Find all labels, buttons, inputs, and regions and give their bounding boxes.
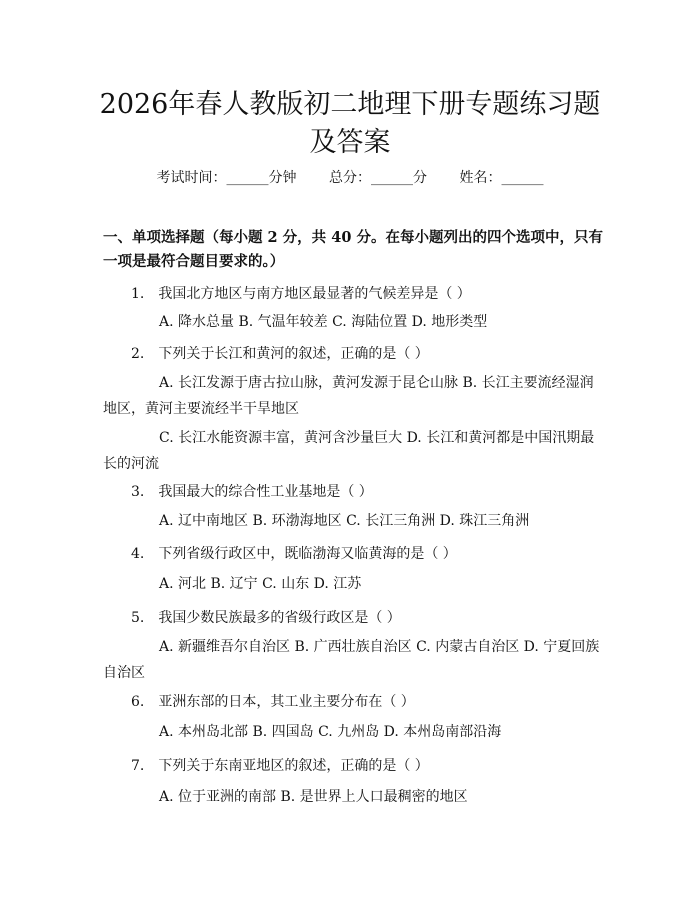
question-number: 3. — [131, 484, 145, 500]
question-stem: 我国少数民族最多的省级行政区是（ ） — [158, 610, 401, 626]
question-2-options-cd: C. 长江水能资源丰富，黄河含沙量巨大 D. 长江和黄河都是中国汛期最长的河流 — [103, 430, 595, 472]
page-title: 2026年春人教版初二地理下册专题练习题及答案 — [99, 89, 601, 158]
question-1-stem — [103, 282, 603, 306]
question-3-options: A. 辽中南地区 B. 环渤海地区 C. 长江三角洲 D. 珠江三角洲 — [159, 513, 530, 529]
question-3-stem — [103, 480, 603, 504]
question-number: 5. — [131, 610, 145, 626]
question-stem: 下列关于长江和黄河的叙述，正确的是（ ） — [158, 346, 429, 362]
total-score-blank: ______分 — [371, 170, 427, 186]
question-4-stem — [103, 542, 603, 566]
question-stem: 亚洲东部的日本，其工业主要分布在（ ） — [158, 694, 415, 710]
question-7-options: A. 位于亚洲的南部 B. 是世界上人口最稠密的地区 — [159, 789, 468, 805]
question-1-options: A. 降水总量 B. 气温年较差 C. 海陆位置 D. 地形类型 — [159, 314, 488, 330]
question-5-stem — [103, 606, 603, 630]
exam-time-field — [157, 170, 297, 186]
question-number: 2. — [131, 346, 145, 362]
question-2-options-ab: A. 长江发源于唐古拉山脉，黄河发源于昆仑山脉 B. 长江主要流经湿润地区，黄河主要流经半干旱地区 — [103, 375, 594, 417]
question-number: 7. — [131, 758, 145, 774]
question-number: 4. — [131, 546, 145, 562]
question-4-options: A. 河北 B. 辽宁 C. 山东 D. 江苏 — [159, 576, 362, 592]
exam-time-label: 考试时间： — [156, 170, 227, 186]
student-name-blank: ______ — [501, 170, 544, 186]
question-stem: 我国北方地区与南方地区最显著的气候差异是（ ） — [158, 286, 471, 302]
question-stem: 我国最大的综合性工业基地是（ ） — [158, 484, 373, 500]
exam-time-blank: ______分钟 — [226, 170, 297, 186]
question-number: 1. — [131, 286, 145, 302]
question-stem-line — [103, 286, 471, 302]
question-5-options: A. 新疆维吾尔自治区 B. 广西壮族自治区 C. 内蒙古自治区 D. 宁夏回族自治区 — [103, 639, 600, 681]
question-7-stem — [103, 754, 603, 778]
section-heading: 一、单项选择题（每小题 2 分，共 40 分。在每小题列出的四个选项中，只有一项是最符合题目要求的。） — [103, 229, 603, 270]
exam-info-line — [0, 168, 700, 188]
question-2-stem — [103, 342, 603, 366]
question-6-options: A. 本州岛北部 B. 四国岛 C. 九州岛 D. 本州岛南部沿海 — [159, 724, 502, 740]
student-name-label: 姓名： — [459, 170, 502, 186]
question-stem: 下列省级行政区中，既临渤海又临黄海的是（ ） — [158, 546, 457, 562]
student-name-field — [459, 170, 543, 186]
total-score-field — [329, 170, 427, 186]
question-number: 6. — [131, 694, 145, 710]
question-6-stem — [103, 690, 603, 714]
question-stem: 下列关于东南亚地区的叙述，正确的是（ ） — [158, 758, 429, 774]
total-score-label: 总分： — [329, 170, 371, 186]
